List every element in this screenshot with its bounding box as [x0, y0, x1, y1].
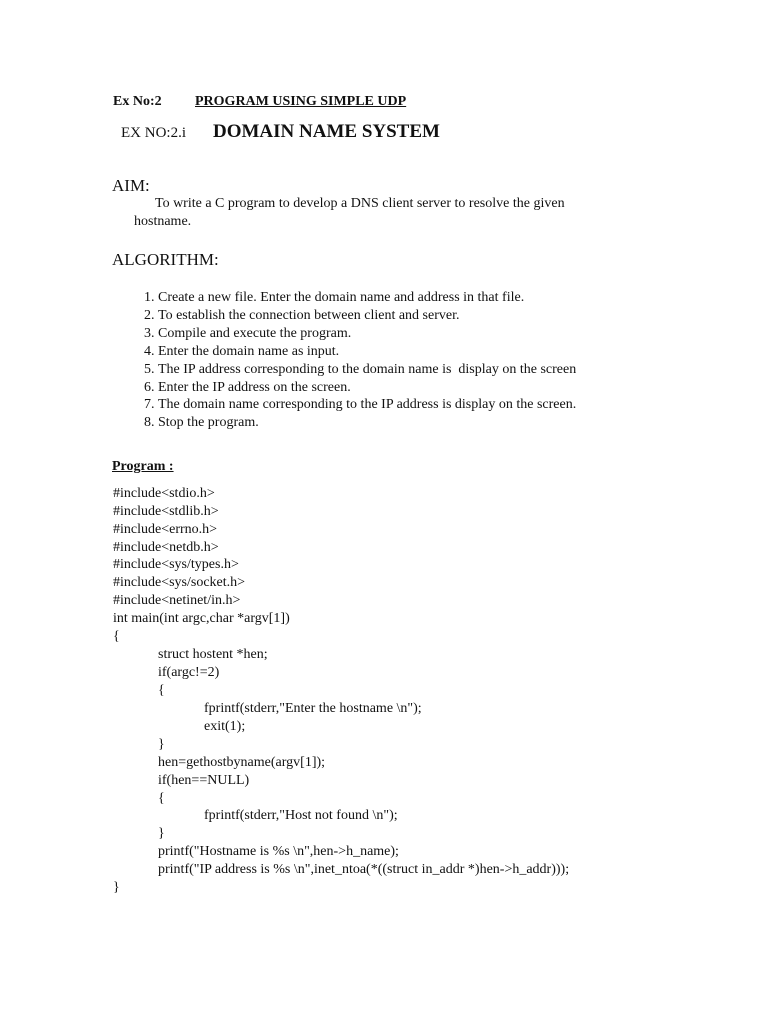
code-line: if(argc!=2): [158, 665, 220, 680]
code-line: exit(1);: [204, 719, 246, 734]
code-line: {: [158, 791, 165, 806]
list-item: 4. Enter the domain name as input.: [158, 343, 758, 361]
list-item: 2. To establish the connection between client and server.: [158, 307, 758, 325]
list-item: 8. Stop the program.: [158, 414, 758, 432]
code-line: fprintf(stderr,"Enter the hostname \n");: [204, 701, 422, 716]
algorithm-steps: [134, 289, 758, 432]
code-line: }: [158, 737, 165, 752]
code-line: #include<stdio.h>: [113, 486, 215, 501]
program-heading: Program :: [112, 459, 174, 474]
list-item: 3. Compile and execute the program.: [158, 325, 758, 343]
code-line: #include<netinet/in.h>: [113, 593, 241, 608]
code-line: fprintf(stderr,"Host not found \n");: [204, 808, 398, 823]
algorithm-heading: ALGORITHM:: [112, 250, 219, 269]
exercise-number: Ex No:2: [113, 94, 162, 109]
code-line: #include<stdlib.h>: [113, 504, 219, 519]
aim-text-line-1: To write a C program to develop a DNS client server to resolve the given: [155, 196, 565, 211]
page-title: DOMAIN NAME SYSTEM: [213, 121, 440, 142]
code-line: struct hostent *hen;: [158, 647, 268, 662]
code-line: #include<netdb.h>: [113, 540, 219, 555]
code-line: hen=gethostbyname(argv[1]);: [158, 755, 326, 770]
code-line: #include<sys/types.h>: [113, 557, 239, 572]
sub-exercise-number: EX NO:2.i: [121, 125, 186, 141]
aim-text-line-2: hostname.: [134, 214, 192, 229]
list-item: 1. Create a new file. Enter the domain name and address in that file.: [158, 289, 758, 307]
code-line: {: [113, 629, 120, 644]
program-title: PROGRAM USING SIMPLE UDP: [195, 94, 407, 109]
code-line: }: [113, 880, 120, 895]
code-line: {: [158, 683, 165, 698]
code-line: if(hen==NULL): [158, 773, 250, 788]
list-item: 5. The IP address corresponding to the domain name is display on the screen: [158, 361, 758, 379]
aim-heading: AIM:: [112, 176, 150, 195]
code-line: }: [158, 826, 165, 841]
code-line: printf("Hostname is %s \n",hen->h_name);: [158, 844, 399, 859]
code-line: int main(int argc,char *argv[1]): [113, 611, 290, 626]
code-line: #include<sys/socket.h>: [113, 575, 246, 590]
list-item: 7. The domain name corresponding to the IP address is display on the screen.: [158, 396, 758, 414]
list-item: 6. Enter the IP address on the screen.: [158, 379, 758, 397]
code-line: printf("IP address is %s \n",inet_ntoa(*((struct in_addr *)hen->h_addr)));: [158, 862, 570, 877]
code-line: #include<errno.h>: [113, 522, 218, 537]
